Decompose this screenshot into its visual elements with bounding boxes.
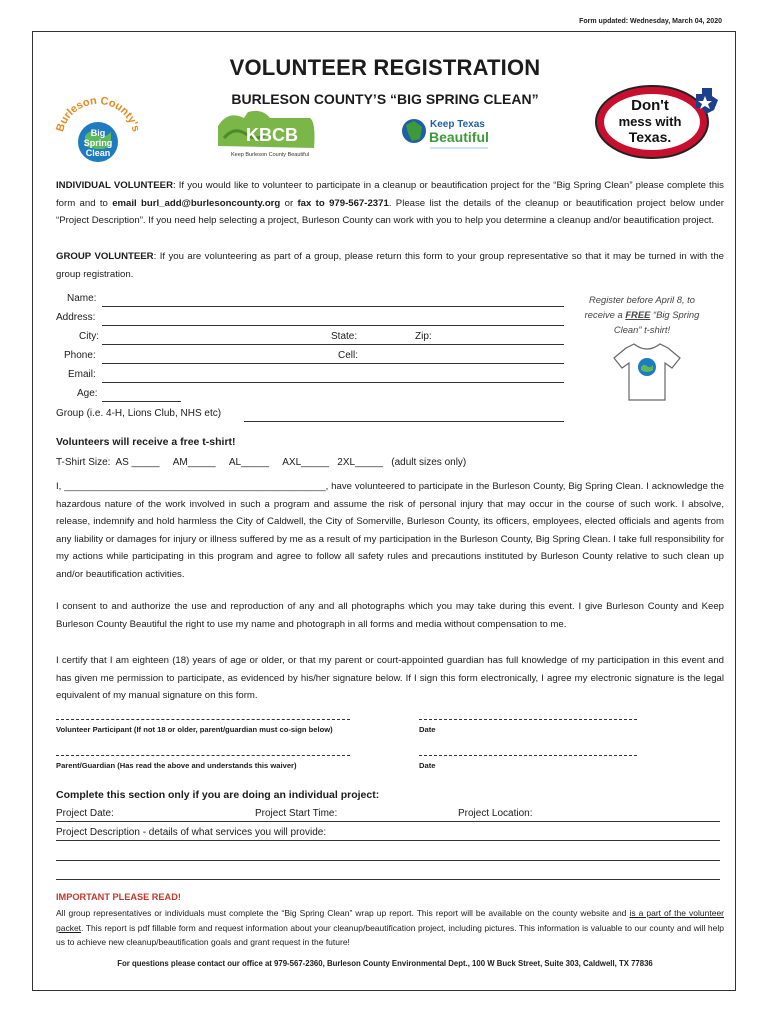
- bsc-logo-arc-text: Burleson County's: [54, 96, 142, 134]
- cell-label: Cell:: [338, 350, 359, 361]
- important-heading: IMPORTANT PLEASE READ!: [56, 892, 181, 902]
- guardian-date-line[interactable]: [419, 755, 637, 756]
- zip-label: Zip:: [415, 331, 432, 342]
- participant-signature-line[interactable]: [56, 719, 350, 720]
- project-description-label: Project Description - details of what services you will provide:: [56, 827, 327, 838]
- dmwt-logo-line1: Don't: [631, 97, 669, 114]
- participant-signature-caption: Volunteer Participant (If not 18 or older, parent/guardian must co-sign below): [56, 725, 333, 734]
- big-spring-clean-logo: [48, 96, 148, 166]
- promo-line-2: receive a FREE “Big Spring: [584, 309, 700, 320]
- page-title: VOLUNTEER REGISTRATION: [229, 55, 541, 80]
- page-subtitle: BURLESON COUNTY’S “BIG SPRING CLEAN”: [231, 91, 539, 107]
- project-description-field-2[interactable]: [56, 860, 720, 861]
- kbcb-logo-tagline: Keep Burleson County Beautiful: [231, 152, 309, 158]
- age-label: Age:: [77, 388, 98, 399]
- important-paragraph: All group representatives or individuals must complete the “Big Spring Clean” wrap up report. This report will be available on the county website and is a part of the volunteer packet. This report is pdf fillable form and request information about your cleanup/beautification project, including pictures. This information is valuable to our county and will help us to achieve new cleanup/beautification goals and grant request in the future!: [56, 908, 724, 947]
- city-label: City:: [79, 331, 99, 342]
- group-field[interactable]: [244, 421, 564, 422]
- dont-mess-with-texas-logo: [592, 82, 722, 162]
- individual-volunteer-label: INDIVIDUAL VOLUNTEER: [56, 180, 173, 191]
- form-updated-date: Form updated: Wednesday, March 04, 2020: [579, 18, 722, 25]
- bsc-logo-line1: Big: [90, 128, 106, 138]
- phone-cell-field[interactable]: [102, 363, 564, 364]
- tshirt-promo: [566, 292, 718, 337]
- address-field[interactable]: [102, 325, 564, 326]
- bsc-logo-line3: Clean: [85, 148, 111, 158]
- project-heading: Complete this section only if you are doing an individual project:: [56, 789, 380, 801]
- promo-line-1: Register before April 8, to: [589, 294, 695, 305]
- guardian-date-caption: Date: [419, 761, 436, 770]
- participant-date-line[interactable]: [419, 719, 637, 720]
- address-label: Address:: [56, 312, 96, 323]
- individual-text-2: . Please list the details of the cleanup or beautification project below under “Project Description”. If you need help selecting a project, Burleson County can work with you to help you determine a cleanup and/or beautification project.: [56, 197, 724, 227]
- individual-volunteer-paragraph: [56, 177, 724, 230]
- project-location-label: Project Location:: [458, 808, 533, 819]
- promo-line-3: Clean” t-shirt!: [613, 324, 671, 335]
- volunteer-packet-note: is a part of the volunteer packet: [56, 908, 724, 933]
- project-description-field-1[interactable]: [56, 840, 720, 841]
- project-details-field[interactable]: [56, 821, 720, 822]
- project-start-label: Project Start Time:: [255, 808, 338, 819]
- ktb-logo-line2: Beautiful: [429, 129, 489, 145]
- group-volunteer-paragraph: [56, 248, 724, 283]
- waiver-paragraph: I, _________________________________________________, have volunteered to participate in the Burleson County, Big Spring Clean. I acknowledge the hazardous nature of the work involved in such a program and assume the risk of personal injury that may occur in the course of such work. I absolve, release, indemnify and hold harmless the City of Caldwell, the City of Somerville, Burleson County, its officers, employees, elected officials and agents from any liability or damages for injury or illness suffered by me as a result of my participation in the Burleson County, Big Spring Clean. I take full responsibility for my actions while participating in this program and agree to follow all safety rules and precautions instituted by Burleson County relative to such clean up and/or beautification activities.: [56, 481, 724, 580]
- tshirt-heading: Volunteers will receive a free t-shirt!: [56, 436, 236, 448]
- individual-text-1: : If you would like to volunteer to participate in a cleanup or beautification project for the “Big Spring Clean” please complete this form and to: [56, 180, 724, 209]
- keep-texas-beautiful-logo: [400, 113, 492, 155]
- phone-label: Phone:: [64, 350, 96, 361]
- state-label: State:: [331, 331, 358, 342]
- city-state-zip-field[interactable]: [102, 344, 564, 345]
- promo-free: FREE: [625, 309, 651, 320]
- contact-footer: For questions please contact our office at 979-567-2360, Burleson County Environmental Dept., 100 W Buck Street, Suite 303, Caldwell, TX 77836: [117, 959, 653, 968]
- group-volunteer-text: : If you are volunteering as part of a group, please return this form to your group representative so that it may be turned in with the group registration.: [56, 251, 724, 280]
- guardian-signature-line[interactable]: [56, 755, 350, 756]
- ktb-logo-line1: Keep Texas: [430, 119, 485, 130]
- name-label: Name:: [67, 293, 97, 304]
- kbcb-logo: [214, 108, 320, 160]
- age-field[interactable]: [102, 401, 181, 402]
- photo-consent-paragraph: I consent to and authorize the use and reproduction of any and all photographs which you may take during this event. I give Burleson County and Keep Burleson County Beautiful the right to use my name and photograph in all forms and media without compensation to me.: [56, 601, 724, 630]
- project-date-label: Project Date:: [56, 808, 114, 819]
- bsc-logo-line2: Spring: [83, 138, 113, 148]
- registration-email[interactable]: email burl_add@burlesoncounty.org: [112, 197, 281, 209]
- email-field[interactable]: [102, 382, 564, 383]
- registration-fax: fax to 979-567-2371: [297, 197, 389, 209]
- age-certification-paragraph: I certify that I am eighteen (18) years of age or older, or that my parent or court-appointed guardian has full knowledge of my participation in this event and has given me permission to participate, as evidenced by his/her signature below. If I sign this form electronically, I agree my electronic signature is the legal equivalent of my manual signature on this form.: [56, 655, 724, 702]
- participant-date-caption: Date: [419, 725, 436, 734]
- tshirt-size-selector[interactable]: T-Shirt Size: AS _____ AM_____ AL_____ AXL_____ 2XL_____ (adult sizes only): [56, 457, 467, 468]
- kbcb-logo-letters: KBCB: [246, 125, 298, 145]
- guardian-signature-caption: Parent/Guardian (Has read the above and understands this waiver): [56, 761, 297, 770]
- group-volunteer-label: GROUP VOLUNTEER: [56, 251, 154, 262]
- name-field[interactable]: [102, 306, 564, 307]
- project-description-field-3[interactable]: [56, 879, 720, 880]
- individual-or: or: [280, 197, 298, 209]
- dmwt-logo-line2: mess with: [618, 114, 682, 129]
- email-label: Email:: [68, 369, 96, 380]
- dmwt-logo-line3: Texas.: [628, 129, 672, 145]
- group-label: Group (i.e. 4-H, Lions Club, NHS etc): [56, 408, 222, 419]
- tshirt-image: [612, 340, 682, 404]
